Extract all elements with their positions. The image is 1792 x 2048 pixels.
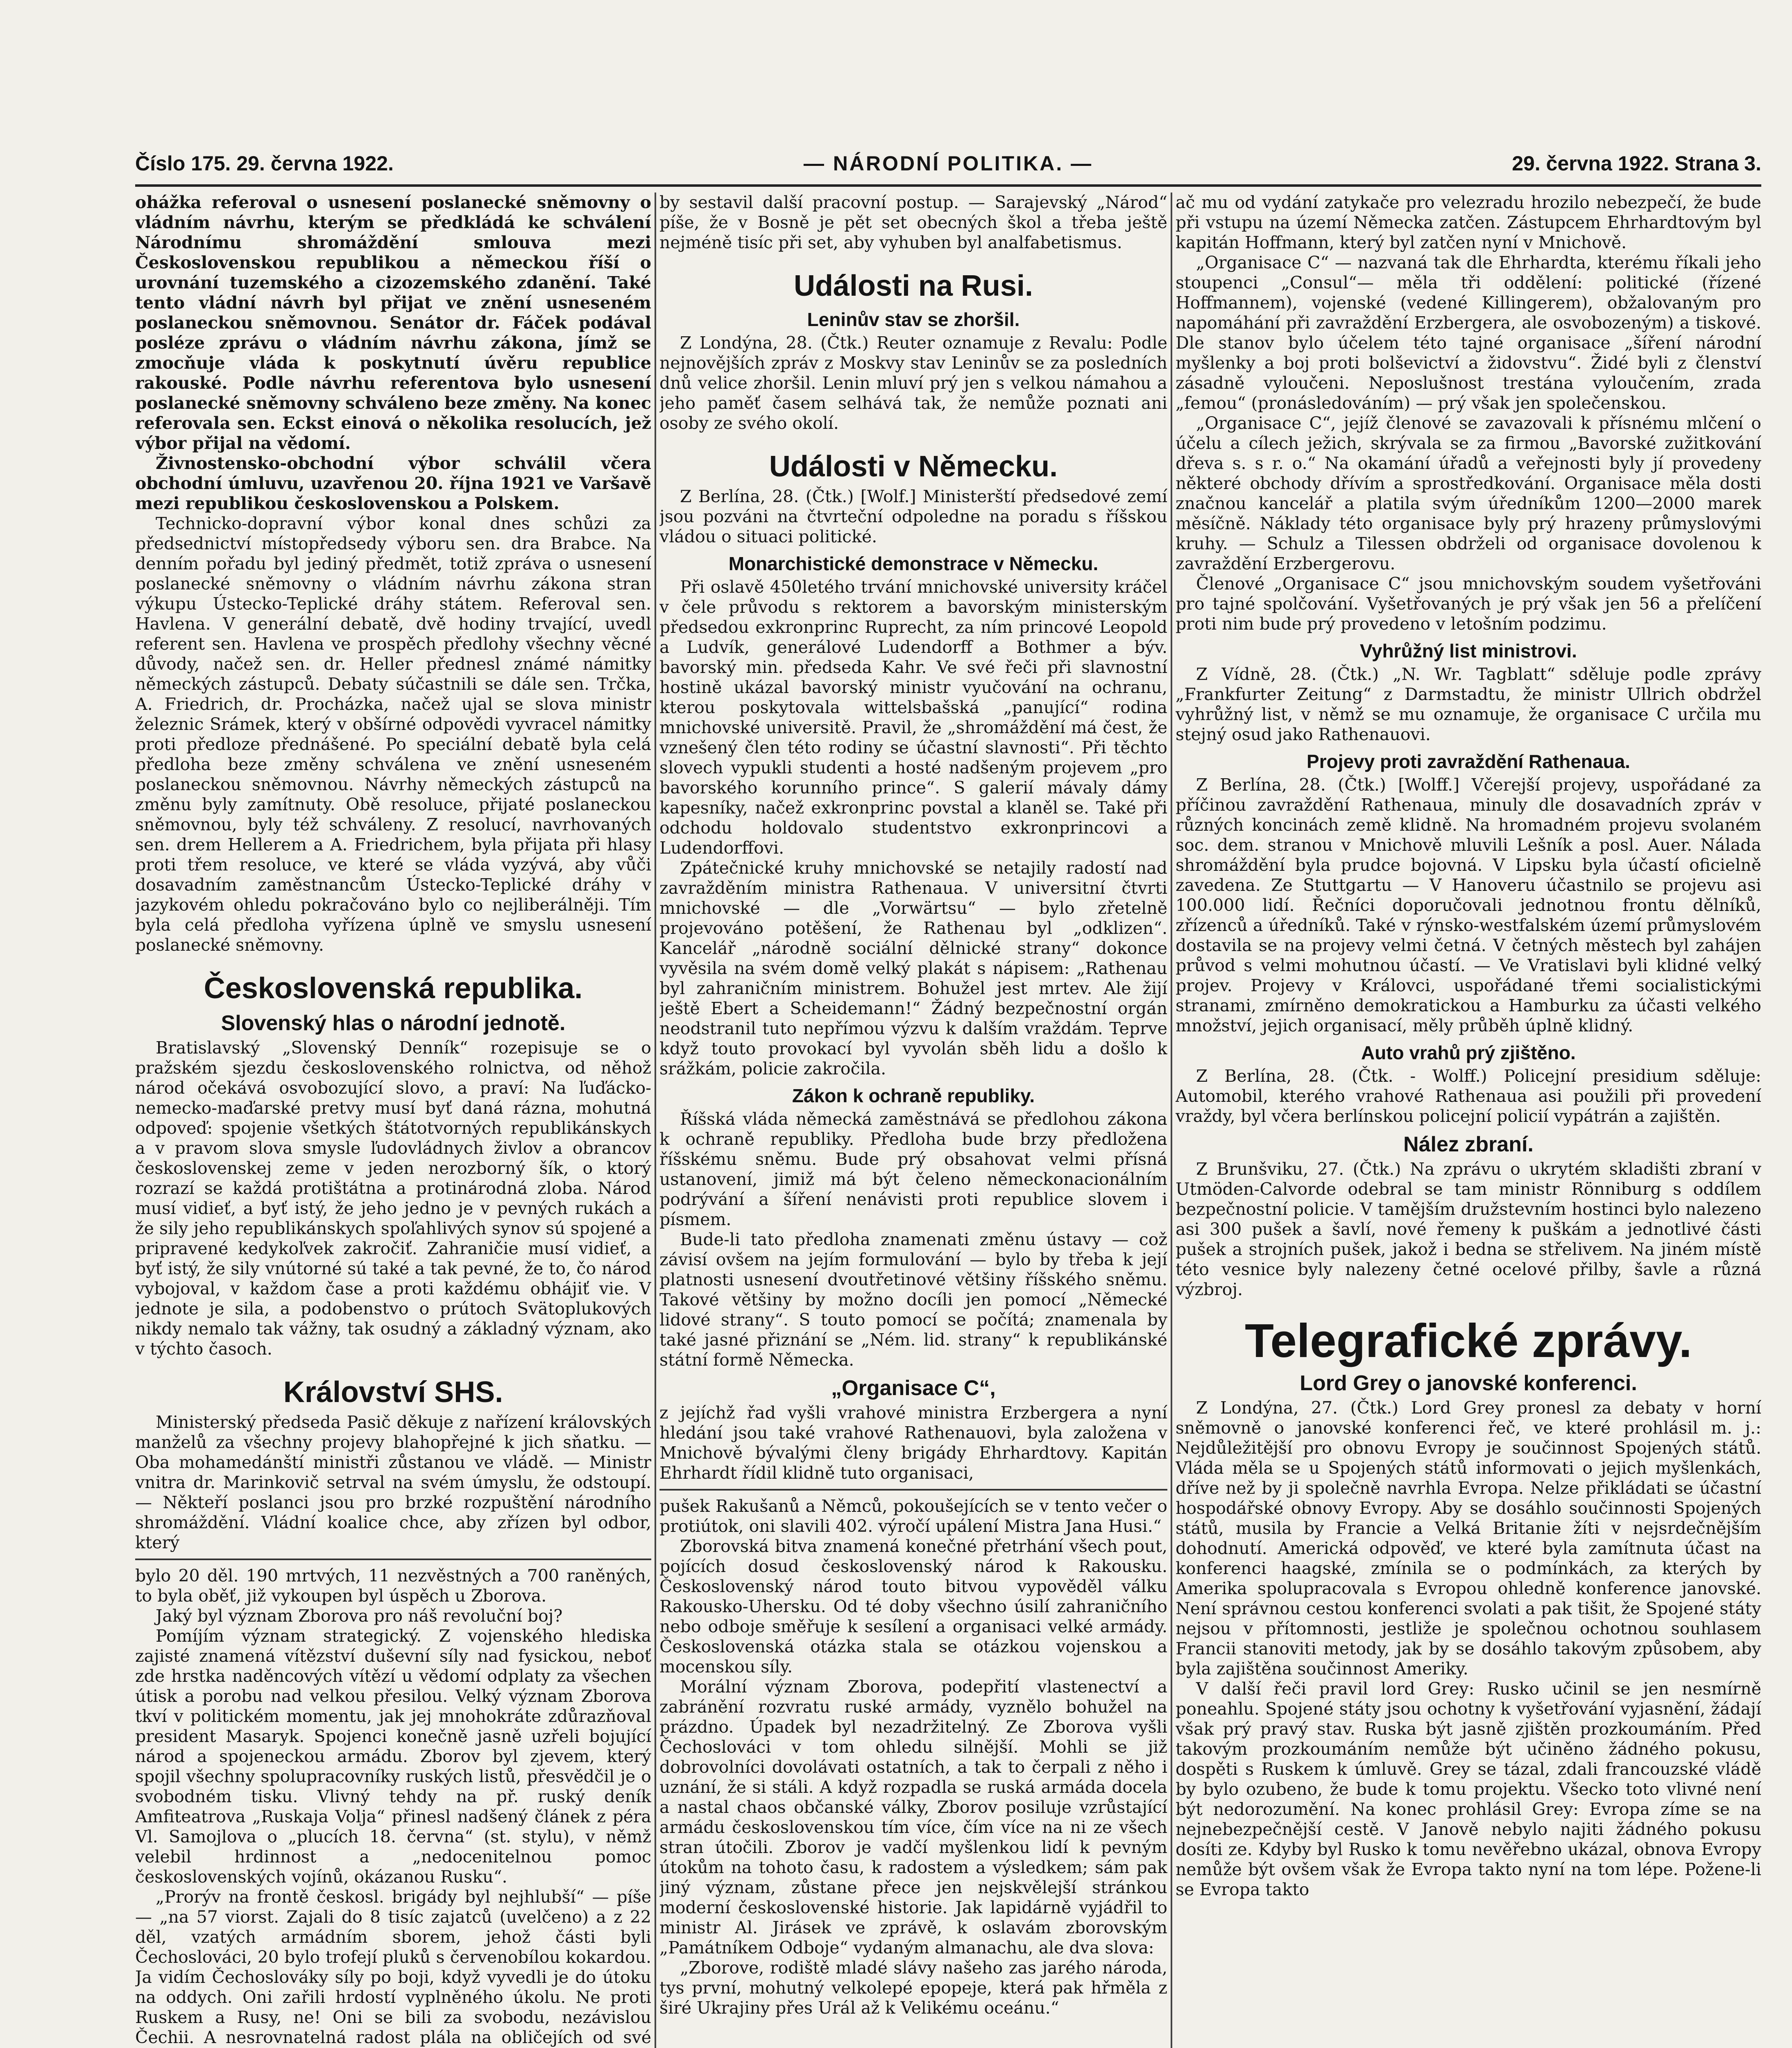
article-heading-weapons-find: Nález zbraní. <box>1403 1133 1534 1156</box>
article-heading-lenin: Leninův stav se zhoršil. <box>807 309 1020 330</box>
lord-grey-paragraph-2: V další řeči pravil lord Grey: Rusko učinil se jen nesmírně poneahlu. Spojené státy jsou ochotny k vyšetřování vyjasnění, žádají však prý pravý stav. Ruska být jasně zjištěn prozkoumáním. Před takovým prozkoumáním nemůže být učiněno žádného pokusu, dospěti s Ruskem k úmluvě. Grey se tázal, zdali francouzské vládě by bylo ozubeno, že bude k tomu projektu. Všecko toto vlivné není být nedorozumění. Na konec prohlásil Grey: Evropa zíme se na nejnebezpečnější cestě. V Janově nebylo najiti žádného pokusu dosíti ze. Kdyby byl Rusko k tomu nevěřebno ukázal, obnova Evropy nemůže být ovšem však že Evropa takto nyní na tom lépe. Požene-li se Evropa takto <box>1176 1679 1761 1899</box>
lord-grey-paragraph-1: Z Londýna, 27. (Čtk.) Lord Grey pronesl za debaty v horní sněmovně o janovské konferenci řeč, ve které prohlásil m. j.: Nejdůležitější pro obnovu Evropy je součinnost Spojených států. Vláda měla se u Spojených států informovati o jejich myšlenkách, dříve než by ji společně navrhla Evropa. Nelze přikládati se účastní hospodářské obnovy Evropy. Aby se dosáhlo součinnosti Spojených států, musila by Francie a Velká Britanie žíti v nejsrdečnějším dohodnutí. Americká odpověď, ve které byla zamítnuta účast na konferenci haagské, zmínila se o podmínkách, za kterých by Amerika spolupracovala s Evropou ohledně konference janovské. Není správnou cestou konferenci svolati a pak tišit, že Spojené státy nejsou v přítomnosti, jestliže je společnou ochotnou souhlasem Francii stanoviti metody, jak by se dosáhlo takovým způsobem, aby byla zajištěna součinnost Ameriky. <box>1176 1398 1761 1679</box>
lenin-paragraph: Z Londýna, 28. (Čtk.) Reuter oznamuje z Revalu: Podle nejnovějších zpráv z Moskvy stav Leninův se za posledních dnů velice zhoršil. Lenin mluví prý jen s velkou námahou a jeho paměť časem selhává tak, že nemůže poznati ani osoby ze svého okolí. <box>659 333 1167 433</box>
weapons-find-paragraph: Z Brunšviku, 27. (Čtk.) Na zprávu o ukrytém skladišti zbraní v Utmöden-Calvorde odebral se tam ministr Rönniburg s oddílem bezpečnostní policie. V tamějším družstevním hostinci bylo nalezeno asi 300 pušek a šavlí, nové řemeny k puškám a jednotlivé části pušek a strojních pušek, jakož i bedna se střelivem. Na jiném místě této vesnice byly nalezeny četné ocelové přilby, šavle a různá výzbroj. <box>1176 1159 1761 1299</box>
masthead-title: — NÁRODNÍ POLITIKA. — <box>803 152 1093 175</box>
article-heading-protests: Projevy proti zavraždění Rathenaua. <box>1307 751 1630 772</box>
zborov-losses-paragraph: bylo 20 děl. 190 mrtvých, 11 nezvěstných a 700 raněných, to byla oběť, již vykoupen byl úspěch u Zborova. <box>135 1566 651 1606</box>
zborov-significance-paragraph: Pomíjím význam strategický. Z vojenského hlediska zajisté znamená vítězství duševní síly nad fysickou, neboť zde hrstka naděncových vítězí u vědomí odplaty za všechen útisk a porobu nad velkou přesilou. Velký význam Zborova tkví v politickém momentu, jak jej mnohokráte zdůrazňoval president Masaryk. Spojenci konečně jasně uzřeli bojující národ a spojeneckou armádu. Zborov byl zjevem, který spojil všechny spolupracovníky ruských listů, přesvědčil je o svobodném tisku. Vlivný tehdy na př. ruský deník Amfiteatrova „Ruskaja Volja“ přinesl nadšený článek z péra Vl. Samojlova o „plucích 18. června“ (st. stylu), v němž velebil hrdinnost a „nedocenitelnou pomoc československých vojínů, okázanou Rusku“. <box>135 1626 651 1887</box>
article-heading-protection-law: Zákon k ochraně republiky. <box>792 1085 1035 1106</box>
article-heading-organisation-c: „Organisace C“, <box>831 1376 996 1400</box>
monarchist-paragraph: Při oslavě 450letého trvání mnichovské university kráčel v čele průvodu s rektorem a bavorským ministerským předsedou exkronprinc Ruprecht, za ním princové Leopold a Ludvík, generálové Ludendorff a Bothmer a býv. bavorský min. předseda Kahr. Ve své řeči při slavnostní hostině ukázal bavorský ministr vyučování na ochranu, kterou poskytovala wittelsbašská „panující“ rodina mnichovské universitě. Pravil, že „shromáždění má čest, že vznešený člen této rodiny se účastní slavnosti“. Při těchto slovech vypukli studenti a hosté nadšeným projevem „pro bavorského korunního prince“. S galerií mávaly dámy kapesníky, načež exkronprinc povstal a klaněl se. Také při odchodu holdovalo studentstvo exkronprincovi a Ludendorffovi. <box>659 577 1167 858</box>
protests-paragraph: Z Berlína, 28. (Čtk.) [Wolff.] Včerejší projevy, uspořádané za příčinou zavraždění Rathenaua, minuly dle dosavadních zpráv v různých koncinách země klidně. Na hromadném projevu svolaném soc. dem. stranou v Mnichově mluvili Lešník a posl. Auer. Nálada shromáždění byla prudce bojovná. V Lipsku byla účastí oficielně zavedena. Ze Stuttgartu — V Hanoveru účastnilo se projevu asi 100.000 lidí. Řečníci doporučovali jednotnou frontu dělníků, zřízenců a úředníků. Také v rýnsko-westfalském území průmyslovém dostavila se na projevy velmi četná. V četných městech byl zahájen průvod s velmi mohutnou účastí. — Ve Vratislavi byli klidné velký projev. Projevy v Královci, uspořádané třemi socialistickými stranami, zmírněno demokratickou a Hamburku za účasti velkého množství, jejich organisací, měly průběh úplně klidný. <box>1176 775 1761 1035</box>
date-page-number: 29. června 1922. Strana 3. <box>1512 152 1761 175</box>
zborov-question-paragraph: Jaký byl význam Zborova pro náš revoluční boj? <box>156 1606 563 1626</box>
page-header <box>135 152 1761 187</box>
horizontal-rule <box>135 1559 651 1560</box>
organisation-members-paragraph: Členové „Organisace C“ jsou mnichovským soudem vyšetřováni pro tajné spolčování. Vyšetřovaných je prý však jen 56 a přelíčení proti nim bude prý provedeno v letošním podzimu. <box>1176 574 1761 634</box>
senate-report-paragraph: ohážka referoval o usnesení poslanecké sněmovny o vládním návrhu, kterým se předkládá ke schválení Národnímu shromáždění smlouva mezi Československou republikou a německou říší o urovnání tuzemského a cizozemského zdanění. Také tento vládní návrh byl přijat ve znění usneseném poslaneckou sněmovnou. Senátor dr. Fáček podával posléze zprávu o vládním návrhu zákona, jímž se zmocňuje vláda k poskytnutí úvěru republice rakouské. Podle návrhu referentova bylo usnesení poslanecké sněmovny schváleno beze změny. Na konec referovala sen. Eckst einová o několika resolucích, jež výbor přijal na vědomí. <box>135 193 651 453</box>
section-heading-czechoslovak-republic: Československá republika. <box>204 972 583 1005</box>
article-heading-monarchist: Monarchistické demonstrace v Německu. <box>728 553 1099 574</box>
article-heading-slovak-voice: Slovenský hlas o národní jednotě. <box>221 1011 566 1035</box>
slovak-voice-paragraph: Bratislavský „Slovenský Denník“ rozepisuje se o pražském sjezdu československého rolnictva, od něhož národ očekává osvobozující slovo, a praví: Na ľuďácko-nemecko-maďarské pretvy musí byť daná rázna, mohutná odpoveď: spojenie všetkých štátotvorných republikánskych a v pravom slova smysle ľudovládnych živlov a obrancov československej zeme v jeden nerozborný šík, o ktorý rozrazí se každá protištátna a protinárodná zloba. Národ musí vidieť, a byť istý, že jeho jedno je v pevných rukách a že sily jeho republikánskych spoľahlivých synov sú spojené a pripravené kedykoľvek zakročiť. Zahraničie musí vidieť, a byť istý, že sily vnútorné sú také a tak pevné, že to, čo národ vybojoval, v každom čase a proti každému obhájiť vie. V jednote je sila, a podobenstvo o prútoch Svätoplukových nikdy nemalo tak vážny, tak osudný a základný význam, ako v týchto časoch. <box>135 1038 651 1359</box>
berlin-paragraph: Z Berlína, 28. (Čtk.) [Wolf.] Ministerští předsedové zemí jsou pozváni na čtvrteční odpoledne na poradu s říšskou vládou o situaci politické. <box>659 487 1167 546</box>
issue-number-date: Číslo 175. 29. června 1922. <box>135 152 394 175</box>
organisation-firm-paragraph: „Organisace C“, jejíž členové se zavazovali k přísnému mlčení o účelu a cílech ježich, skrývala se za firmou „Bavorské zužitkování dřeva s. s r. o.“ Na okamání úřadů a veřejnosti byly jí provedeny některé obchody dřívím a sprostředkování. Organisace měla dosti značnou kancelář a platila svým úředníkům 1200—2000 marek měsíčně. Náklady této organisace byly prý hrazeny průmyslovými kruhy. — Schulz a Tilessen obdrželi od organisace dovolenou k zavraždění Erzbergerovu. <box>1176 413 1761 573</box>
trade-committee-paragraph: Živnostensko-obchodní výbor schválil včera obchodní úmluvu, uzavřenou 20. října 1921 ve Varšavě mezi republikou československou a Polskem. <box>135 453 651 513</box>
constitution-paragraph: Bude-li tato předloha znamenati změnu ústavy — což závisí ovšem na jejím formulování — bylo by třeba k její platnosti usnesení dvoutřetinové většiny říšského sněmu. Takové většiny by možno docíli jen pomocí „Německé lidové strany“. S touto pomocí se počítá; znamenala by také jasné přiznání se „Ném. lid. strany“ k republikánské státní formě Německa. <box>659 1230 1167 1370</box>
zborov-battle-paragraph: Zborovská bitva znamená konečné přetrhání všech pout, pojících dosud československý národ k Rakousku. Československý národ touto bitvou vypověděl válku Rakousko-Uhersku. Od té doby všechno úsilí zahraničního nebo odboje směřuje k sesílení a organisaci velké armády. Československá otázka stala se otázkou vojenskou a mocenskou síly. <box>659 1536 1167 1676</box>
organisation-structure-paragraph: „Organisace C“ — nazvaná tak dle Ehrhardta, kterému říkali jeho stoupenci „Consul“— měla tři oddělení: politické (řízené Hoffmannem), vojenské (vedené Killingerem), obžalovaným pro napomáhání při zavraždění Erzbergera, ale osvobozeným) a tiskové. Dle stanov bylo účelem této tajné organisace „šíření národní myšlenky a boj proti bolševictví a židovstvu“. Židé byli z členství zásadně vyloučeni. Neposlušnost trestána vyloučením, zrada „femou“ (pronásledováním) — prý však jen společenskou. <box>1176 253 1761 413</box>
column-divider-1 <box>655 193 656 2048</box>
protection-law-paragraph: Říšská vláda německá zaměstnává se předlohou zákona k ochraně republiky. Předloha bude brzy předložena říšskému sněmu. Bude prý obsahovat velmi přísná ustanovení, jimiž má být čeleno německonacionálním podrývání a šíření nenávisti proti republice slovem i písmem. <box>659 1109 1167 1229</box>
transport-committee-paragraph: Technicko-dopravní výbor konal dnes schůzi za předsednictví místopředsedy výboru sen. dra Brabce. Na denním pořadu byl jediný předmět, totiž zpráva o usnesení poslanecké sněmovny o vládním návrhu zákona stran výkupu Ústecko-Teplické dráhy státem. Referoval sen. Havlena. V generální debatě, dvě hodiny trvající, uvedl referent sen. Havlena ve prospěch předlohy všechny věcné důvody, načež sen. dr. Heller přednesl známé námitky německých zástupců. Debaty súčastnili se dále sen. Trčka, A. Friedrich, dr. Procházka, načež ujal se slova ministr železnic Srámek, který v obšírné odpovědi vyvracel námitky proti předloze přednášené. Po speciální debatě byla celá předloha beze změny schválena ve znění usneseném poslaneckou sněmovnou. Návrhy německých zástupců na změnu byly zamítnuty. Obě resoluce, přijaté poslaneckou sněmovnou, byly též schváleny. Z resolucí, navrhovaných sen. drem Hellerem a A. Friedrichem, byla přijata při hlasy proti třem resoluce, ve které se vláda vyzývá, aby vůči dosavadním zaměstnancům Ústecko-Teplické dráhy v jazykovém ohledu pokračováno bylo co nejliberálněji. Tím byla celá předloha vyřízena úplně ve smyslu usnesení poslanecké sněmovny. <box>135 514 651 955</box>
murderers-car-paragraph: Z Berlína, 28. (Čtk. - Wolff.) Policejní presidium sděluje: Automobil, kterého vrahové Rathenaua asi použili při provedení vraždy, byl včera berlínskou policejní policií vypátrán a zajištěn. <box>1176 1066 1761 1126</box>
horizontal-rule <box>659 1489 1167 1491</box>
organisation-c-paragraph: z jejíchž řad vyšli vrahové ministra Erzbergera a nyní hledání jsou také vrahové Rathenauovi, byla založena v Mnichově bývalými členy brigády Ehrhardtovy. Kapitán Ehrhardt řídil klidně tuto organisaci, <box>659 1403 1167 1483</box>
section-heading-kingdom-shs: Království SHS. <box>283 1376 503 1409</box>
zborov-hus-paragraph: pušek Rakušanů a Němců, pokoušejících se v tento večer o protiútok, oni slavili 402. výročí upálení Mistra Jana Husi.“ <box>659 1496 1167 1536</box>
section-heading-telegraphic-news: Telegrafické zprávy. <box>1245 1314 1692 1367</box>
jirasek-quote-paragraph: „Zborove, rodiště mladé slávy našeho zas jarého národa, tys první, mohutný velkolepé epopeje, která pak hřměla z širé Ukrajiny přes Urál až k Velikému oceánu.“ <box>659 1958 1167 2018</box>
threat-letter-paragraph: Z Vídně, 28. (Čtk.) „N. Wr. Tagblatt“ sděluje podle zprávy „Frankfurter Zeitung“ z Darmstadtu, že ministr Ullrich obdržel vyhrůžný list, v němž se mu oznamuje, že organisace C určila mu stejný osud jako Rathenauovi. <box>1176 664 1761 744</box>
ehrhardt-paragraph: ač mu od vydání zatykače pro velezradu hrozilo nebezpečí, že bude při vstupu na území Německa zatčen. Zástupcem Ehrhardtovým byl kapitán Hoffmann, který byl zatčen nyní v Mnichově. <box>1176 193 1761 252</box>
reactionary-paragraph: Zpátečnické kruhy mnichovské se netajily radostí nad zavražděním ministra Rathenaua. V universitní čtvrti mnichovské — dle „Vorwärtsu“ — bylo zřetelně projevováno potěšení, že Rathenau byl „odklizen“. Kancelář „národně sociální dělnické strany“ dokonce vyvěsila na svém domě velký plakát s nápisem: „Rathenau byl zahraničním ministrem. Bohužel jest mrtev. Ale žijí ještě Ebert a Scheidemann!“ Žádný bezpečnostní orgán neodstranil tuto nepřímou výzvu k dalším vraždám. Teprve když touto provokací byl vyvolán sběh lidu a došlo k srážkám, policie zakročila. <box>659 858 1167 1078</box>
sarajevo-paragraph: by sestavil další pracovní postup. — Sarajevský „Národ“ píše, že v Bosně je pět set obecných škol a třeba ještě nejméně tisíc při set, aby vyhuben byl analfabetismus. <box>659 193 1167 252</box>
zborov-quote-paragraph: „Prorýv na frontě českosl. brigády byl nejhlubší“ — píše — „na 57 viorst. Zajali do 8 tisíc zajatců (uvelčeno) a z 22 děl, vzatých armádním sborem, jehož části byli Čechoslováci, 20 bylo trofejí pluků s červenobílou kokardou. Ja vidím Čechoslováky síly po boji, když vyvedli je do útoku na oddych. Oni zařili hrdostí vyplněného úkolu. Ne proti Ruskem a Rusy, ne! Oni se bili za svobodu, nezávislou Čechii. A nesrovnatelná radost plála na obličejích od své <box>135 1887 651 2047</box>
zborov-moral-paragraph: Morální význam Zborova, podepřití vlastenectví a zabránění rozvratu ruské armády, vyznělo bohužel na prázdno. Úpadek byl nezadržitelný. Ze Zborova vyšli Čechoslováci v tom ohledu silnější. Mohli se již dobrovolníci dovolávati ostatních, a tak to čerpali z něho i uznání, že si stáli. A když rozpadla se ruská armáda docela a nastal chaos občanské války, Zborov posiluje vzrůstající armádu československou tím více, čím více na ni ze všech stran útočili. Zborov je vadčí myšlenkou lidí k pevným útokům na tohoto času, k radostem a výsledkem; sám pak jiný význam, zůstane přece jen nejskvělejší stránkou moderní československé historie. Jak lapidárně vyjádřil to ministr Al. Jirásek ve zprávě, k oslavám zborovským „Památníkem Odboje“ vydaným almanachu, ale dva slova: <box>659 1677 1167 1957</box>
article-heading-murderers-car: Auto vrahů prý zjištěno. <box>1361 1042 1576 1063</box>
column-1 <box>135 193 651 2048</box>
article-heading-threat-letter: Vyhrůžný list ministrovi. <box>1360 640 1577 662</box>
column-divider-2 <box>1171 193 1172 2048</box>
section-heading-events-russia: Události na Rusi. <box>793 270 1033 302</box>
column-3 <box>1176 193 1761 2048</box>
article-heading-lord-grey: Lord Grey o janovské konferenci. <box>1300 1371 1637 1395</box>
column-2 <box>659 193 1167 2048</box>
section-heading-events-germany: Události v Německu. <box>769 450 1058 483</box>
shs-paragraph: Ministerský předseda Pasič děkuje z nařízení královských manželů za všechny projevy blahopřejné k jich sňatku. — Oba mohamedánští ministři zůstanou ve vládě. — Ministr vnitra dr. Marinkovič setrval na svém úmyslu, že odstoupí. — Někteří poslanci jsou pro brzké rozpuštění národního shromáždění. Vládní koalice chce, aby zřízen byl odbor, který <box>135 1412 651 1552</box>
